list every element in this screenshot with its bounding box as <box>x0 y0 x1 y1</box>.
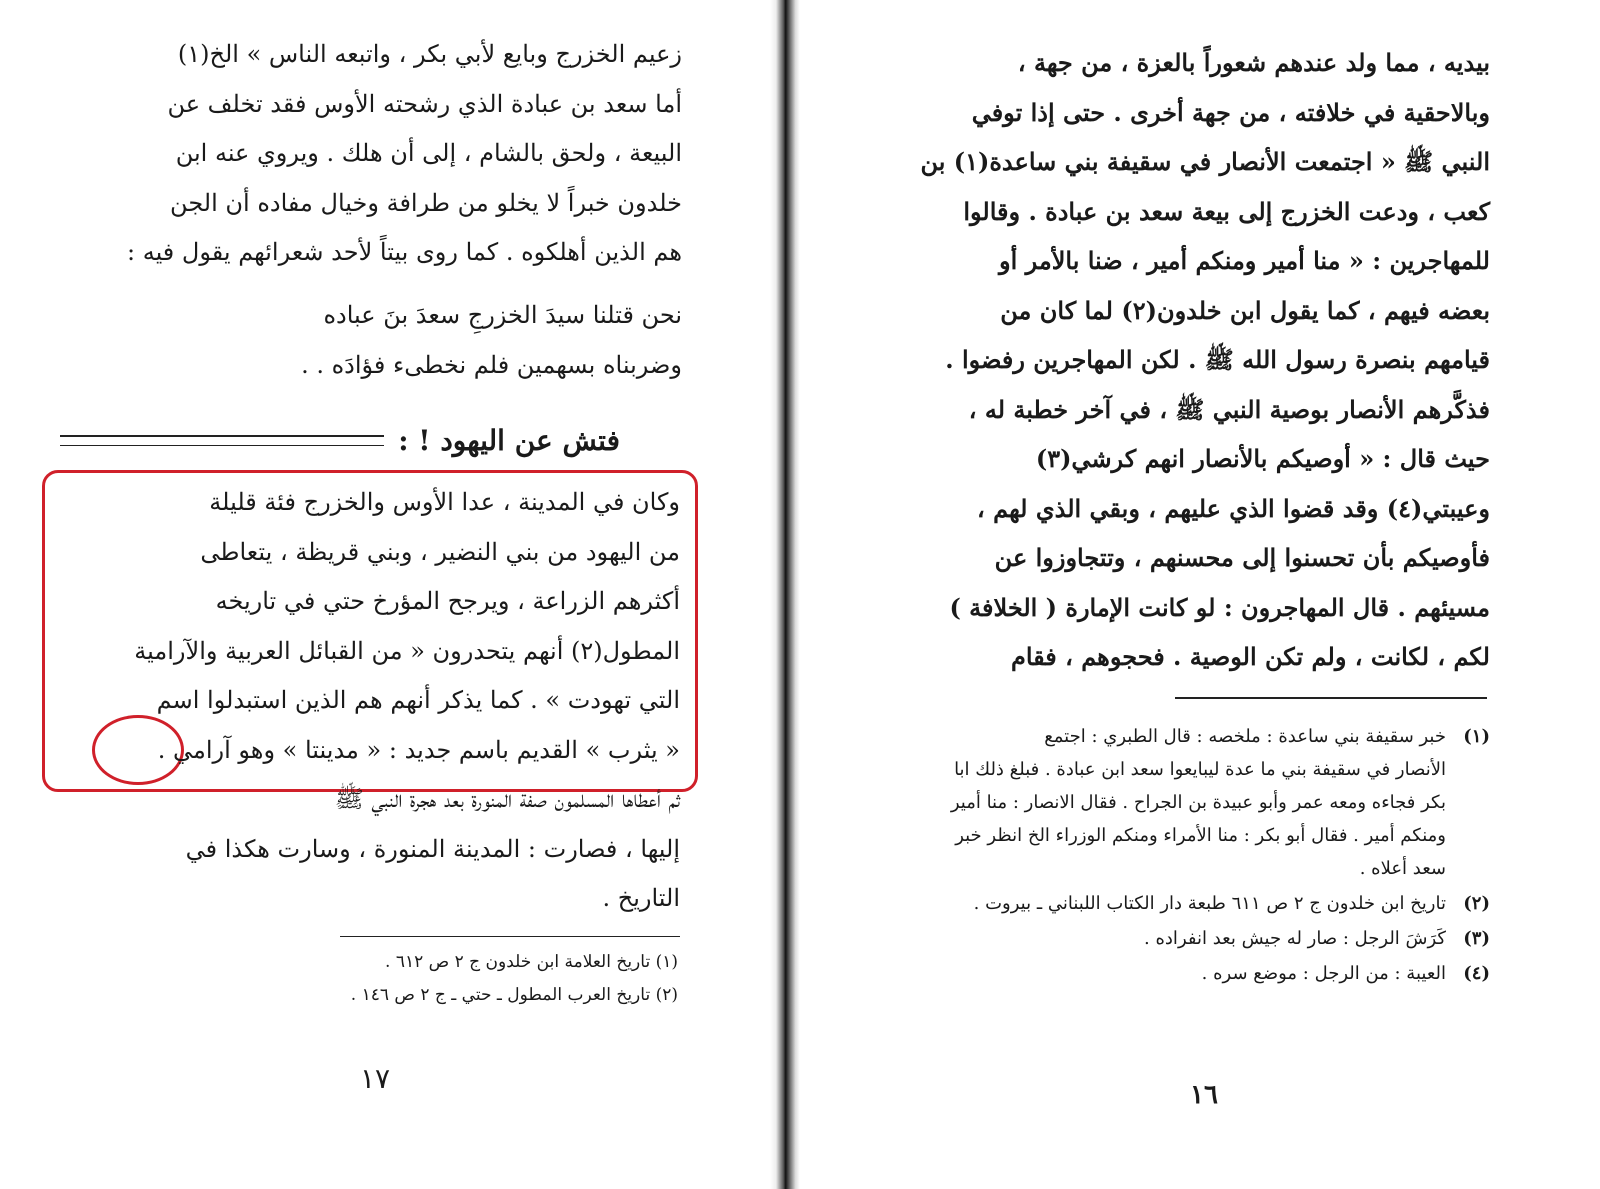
footnote-line: العيبة : من الرجل : موضع سره . <box>1201 963 1446 984</box>
right-footnotes <box>880 720 1490 992</box>
highlighted-paragraph <box>75 478 680 775</box>
text-line: حيث قال : « أوصيكم بالأنصار انهم كرشي(٣) <box>1035 444 1490 473</box>
text-line: التي تهودت » . كما يذكر أنهم هم الذين استبدلوا اسم <box>156 686 680 714</box>
text-line: « يثرب » القديم باسم جديد : « مدينتا » وهو آرامي . <box>157 735 680 764</box>
text-line: بيديه ، مما ولد عندهم شعوراً بالعزة ، من جهة ، <box>1017 48 1490 77</box>
footnote-number: (١) <box>1463 726 1490 747</box>
text-line: التاريخ . <box>602 884 680 912</box>
footnote <box>880 957 1490 990</box>
footnote <box>880 720 1490 885</box>
footnote-line: خبر سقيفة بني ساعدة : ملخصه : قال الطبري : اجتمع <box>1044 726 1446 747</box>
right-page-16 <box>800 0 1600 1189</box>
heading-rule <box>60 435 384 446</box>
left-page-17 <box>0 0 770 1189</box>
section-heading: فتش عن اليهود ! : <box>398 423 620 457</box>
text-line: المطول(٢) أنهم يتحدرون « من القبائل العربية والآرامية <box>134 636 680 665</box>
left-footnotes <box>78 946 678 1012</box>
poem-verses <box>62 290 682 390</box>
right-main-text <box>884 38 1490 682</box>
text-line: لكم ، لكانت ، ولم تكن الوصية . فحجوهم ، فقام <box>1010 642 1490 671</box>
text-line: للمهاجرين : « منا أمير ومنكم أمير ، ضنا بالأمر أو <box>998 246 1490 275</box>
text-line: وكان في المدينة ، عدا الأوس والخزرج فئة قليلة <box>209 488 680 516</box>
footnote-line: كَرَشَ الرجل : صار له جيش بعد انفراده . <box>1144 928 1446 949</box>
text-line: مسيئهم . قال المهاجرون : لو كانت الإمارة ( الخلافة ) <box>949 592 1490 622</box>
book-spine <box>770 0 800 1189</box>
text-line: بعضه فيهم ، كما يقول ابن خلدون(٢) لما كان من <box>1000 295 1490 325</box>
footnote <box>880 922 1490 955</box>
text-line: البيعة ، ولحق بالشام ، إلى أن هلك . ويروي عنه ابن <box>175 139 682 167</box>
text-line: النبي ﷺ « اجتمعت الأنصار في سقيفة بني ساعدة(١) بن <box>920 147 1490 176</box>
footnote-line: بكر فجاءه ومعه عمر وأبو عبيدة بن الجراح . فقال الانصار : منا أمير <box>950 792 1446 813</box>
footnote-number: (٢) <box>1463 893 1490 914</box>
footnote <box>880 887 1490 920</box>
text-line: من اليهود من بني النضير ، وبني قريظة ، يتعاطى <box>200 537 680 566</box>
footnote-line: الأنصار في سقيفة بني ما عدة ليبايعوا سعد ابن عبادة . فبلغ ذلك ابا <box>954 759 1446 780</box>
text-line: قيامهم بنصرة رسول الله ﷺ . لكن المهاجرين رفضوا . <box>945 345 1490 374</box>
text-line: كعب ، ودعت الخزرج إلى بيعة سعد بن عبادة . وقالوا <box>963 196 1490 226</box>
text-line: فذكَّرهم الأنصار بوصية النبي ﷺ ، في آخر خطبة له ، <box>968 394 1490 424</box>
poem-verse: وضربناه بسهمين فلم نخطىء فؤادَه . . <box>301 351 682 379</box>
footnote: (١) تاريخ العلامة ابن خلدون ج ٢ ص ٦١٢ . <box>385 952 678 972</box>
text-line: فأوصيكم بأن تحسنوا إلى محسنهم ، وتتجاوزوا عن <box>994 543 1490 572</box>
poem-verse: نحن قتلنا سيدَ الخزرجِ سعدَ بنَ عباده <box>323 301 682 329</box>
text-line: إليها ، فصارت : المدينة المنورة ، وسارت هكذا في <box>185 834 680 863</box>
footnote-rule <box>340 936 680 937</box>
footnote: (٢) تاريخ العرب المطول ـ حتي ـ ج ٢ ص ١٤٦ . <box>350 985 678 1005</box>
footnote-line: تاريخ ابن خلدون ج ٢ ص ٦١١ طبعة دار الكتاب اللبناني ـ بيروت . <box>973 893 1446 914</box>
section-heading-row <box>60 418 620 462</box>
footnote-line: ومنكم أمير . فقال أبو بكر : منا الأمراء ومنكم الوزراء الخ انظر خبر <box>955 825 1446 846</box>
page-number: ١٦ <box>1190 1080 1218 1110</box>
text-line: أما سعد بن عبادة الذي رشحته الأوس فقد تخلف عن <box>167 89 682 118</box>
footnote-rule <box>1175 697 1487 699</box>
text-line: أكثرهم الزراعة ، ويرجح المؤرخ حتي في تاريخه <box>215 587 680 615</box>
footnote-number: (٣) <box>1463 928 1490 949</box>
footnote-number: (٤) <box>1463 963 1490 984</box>
left-after-paragraph <box>75 775 680 924</box>
text-line: وعيبتي(٤) وقد قضوا الذي عليهم ، وبقي الذي لهم ، <box>977 493 1490 523</box>
text-line: هم الذين أهلكوه . كما روى بيتاً لأحد شعرائهم يقول فيه : <box>126 238 682 266</box>
left-top-paragraph <box>62 30 682 278</box>
footnote-line: سعد أعلاه . <box>1359 858 1446 879</box>
text-line: زعيم الخزرج وبايع لأبي بكر ، واتبعه الناس » الخ(١) <box>177 40 682 68</box>
text-line: وبالاحقية في خلافته ، من جهة أخرى . حتى إذا توفي <box>971 97 1490 127</box>
page-number: ١٧ <box>360 1062 391 1095</box>
text-line: خلدون خبراً لا يخلو من طرافة وخيال مفاده أن الجن <box>170 188 682 217</box>
text-line: ثم أعطاها المسلمون صفة المنورة بعد هجرة النبي ﷺ <box>334 785 680 813</box>
